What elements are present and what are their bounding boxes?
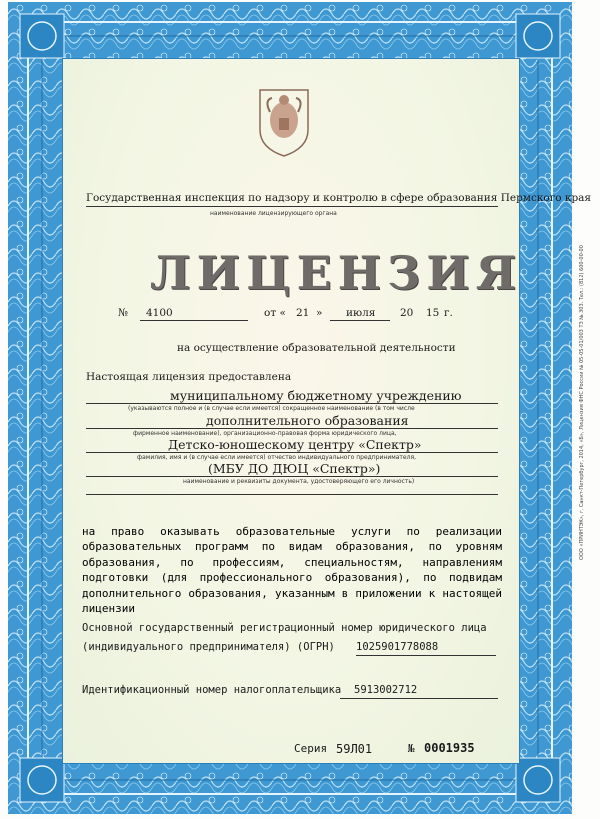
recipient-caption-2: фирменное наименование), организационно-правовая форма юридического лица, (133, 430, 397, 437)
from-label: от « (264, 307, 286, 319)
recipient-underline-3 (86, 452, 498, 453)
recipient-caption-4: наименование и реквизиты документа, удостоверяющего его личность) (183, 478, 415, 485)
recipient-line-2: дополнительного образования (206, 413, 409, 428)
inn-underline (340, 698, 498, 699)
series-value: 59Л01 (336, 742, 373, 756)
recipient-line-1: муниципальному бюджетному учреждению (170, 388, 462, 403)
year-unit: г. (444, 307, 453, 319)
license-month: июля (346, 307, 376, 319)
coat-of-arms-icon (254, 86, 314, 158)
blank-number-label: № (408, 742, 415, 755)
printer-imprint: ООО «ПРИНТЭК», г. Санкт-Петербург, 2014, «Б», Лицензия ФНС России № 05-05-01/003 ТЗ № 303. Тел.: (812) 600-00-00 (579, 245, 585, 560)
agency-underline (86, 206, 498, 207)
month-underline (330, 320, 390, 321)
licensing-authority: Государственная инспекция по надзору и контролю в сфере образования Пермского края (86, 192, 592, 204)
recipient-underline-2 (86, 428, 498, 429)
year-suffix: 15 (426, 307, 440, 319)
granted-label: Настоящая лицензия предоставлена (86, 371, 292, 383)
ogrn-label-1: Основной государственный регистрационный номер юридического лица (82, 622, 487, 634)
series-label: Серия (294, 742, 328, 755)
inn-label: Идентификационный номер налогоплательщика (82, 684, 342, 696)
number-prefix: № (118, 307, 128, 319)
document-title: ЛИЦЕНЗИЯ (150, 246, 523, 300)
rights-description: на право оказывать образовательные услуги по реализации образовательных программ по видам образования, по уровням образования, по профессиям, специальностям, направлениям подготовки (для профессионального образования), по подвидам дополнительного образования, указанным в приложении к настоящей лицензии (82, 525, 502, 616)
recipient-line-4: (МБУ ДО ДЮЦ «Спектр») (208, 461, 381, 476)
number-underline (140, 320, 248, 321)
agency-caption: наименование лицензирующего органа (210, 210, 337, 217)
day-close: » (316, 307, 323, 319)
license-number: 4100 (146, 307, 173, 319)
license-day: 21 (296, 307, 310, 319)
blank-underline (86, 494, 498, 495)
inn-value: 5913002712 (354, 684, 418, 696)
recipient-underline-1 (86, 403, 498, 404)
ogrn-label-2: (индивидуального предпринимателя) (ОГРН) (82, 641, 335, 653)
recipient-underline-4 (86, 476, 498, 477)
recipient-caption-1: (указываются полное и (в случае если имеется) сокращенное наименование (в том числе (128, 405, 415, 412)
ogrn-value: 1025901778088 (356, 641, 439, 653)
ogrn-underline (356, 655, 496, 656)
license-purpose: на осуществление образовательной деятельности (177, 342, 456, 354)
recipient-line-3: Детско-юношескому центру «Спектр» (168, 437, 422, 452)
recipient-caption-3: фамилия, имя и (в случае если имеется) отчество индивидуального предпринимателя, (137, 454, 416, 461)
blank-number-value: 0001935 (424, 741, 475, 755)
year-prefix: 20 (400, 307, 414, 319)
